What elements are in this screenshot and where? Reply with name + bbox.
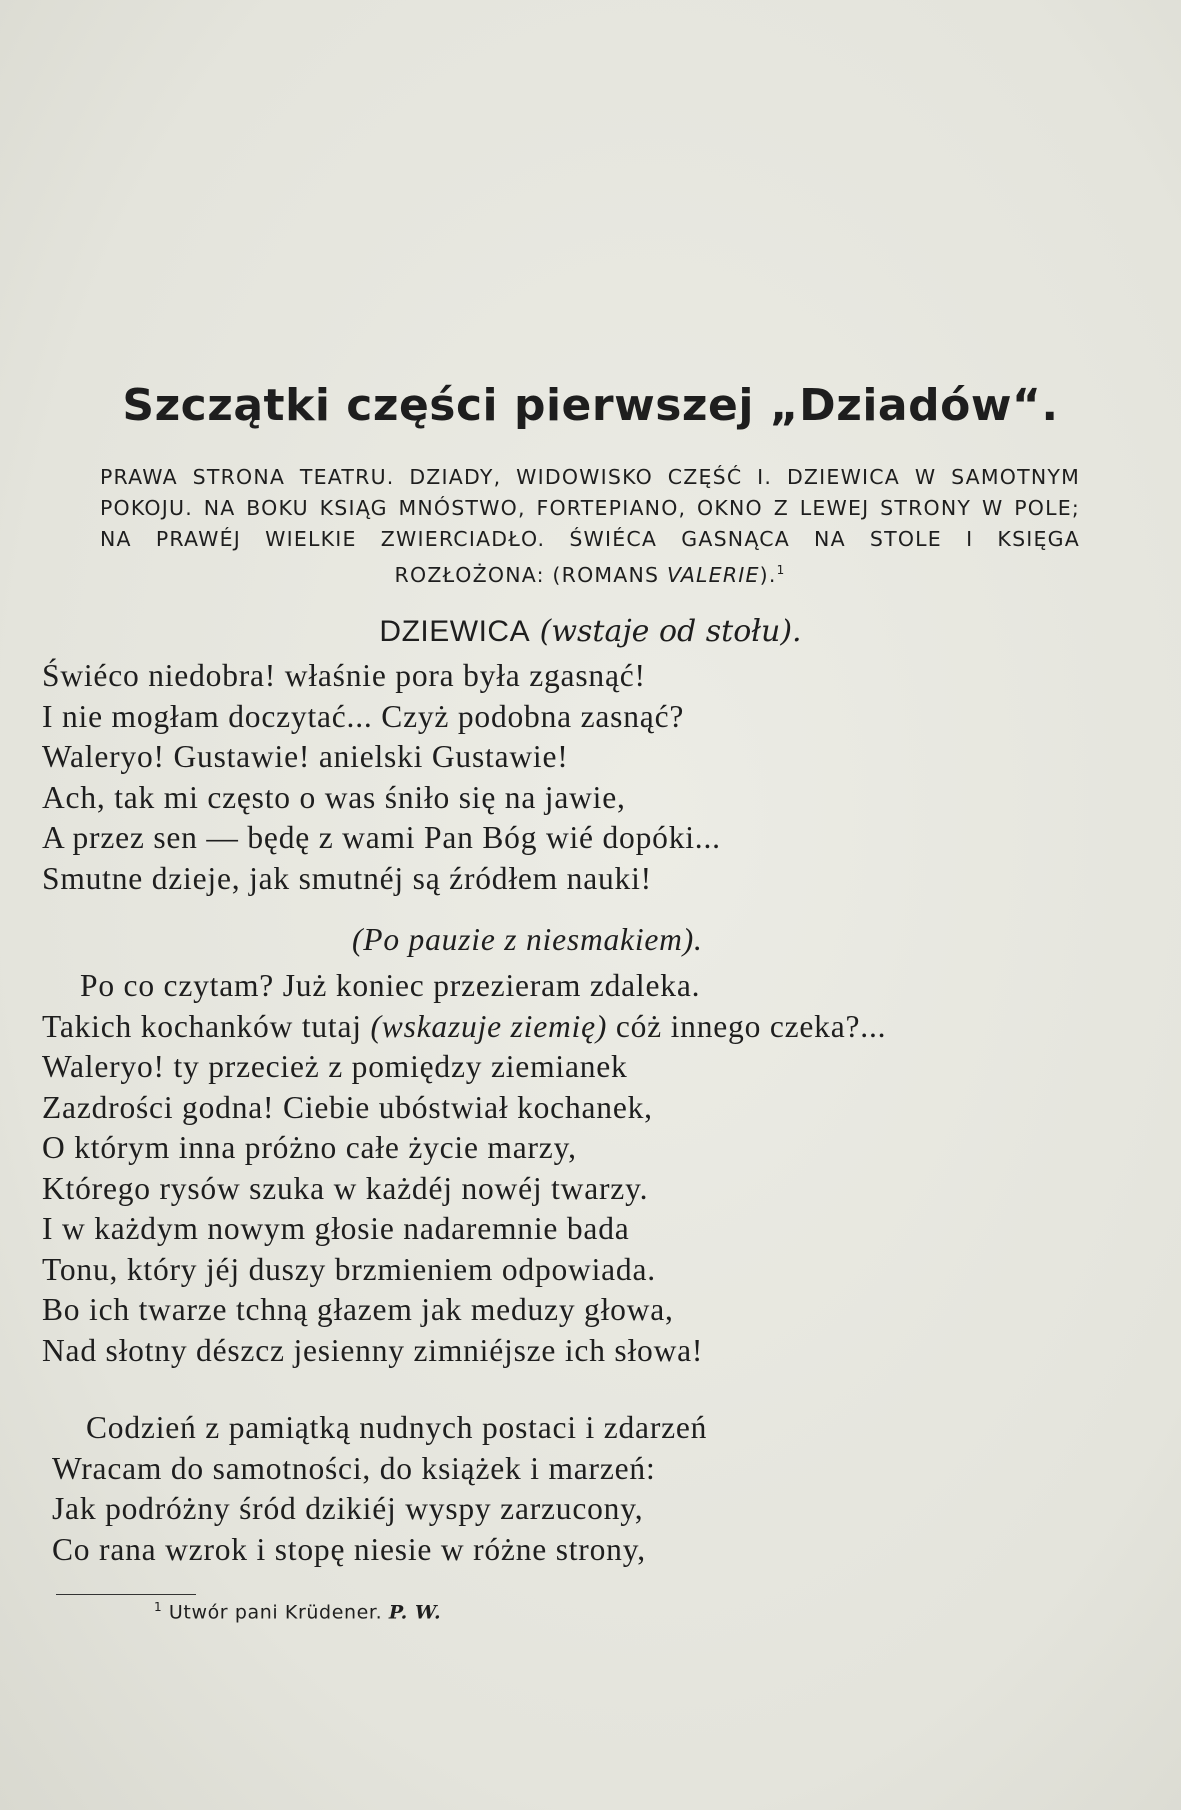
footnote-text: Utwór pani Krüdener. bbox=[168, 1601, 389, 1624]
pause-direction: (Po pauzie z niesmakiem). bbox=[352, 922, 703, 957]
verse-line-part: Takich kochanków tutaj bbox=[42, 1008, 371, 1044]
verse-line: Po co czytam? Już koniec przezieram zdaleka. bbox=[80, 968, 701, 1003]
verse-stanza-2 bbox=[42, 966, 886, 1371]
speaker-heading bbox=[0, 614, 1181, 649]
verse-line: Wracam do samotności, do książek i marzeń: bbox=[52, 1450, 656, 1486]
verse-line-with-direction bbox=[42, 1007, 886, 1048]
speaker-name: DZIEWICA bbox=[379, 615, 531, 648]
verse-line: Świéco niedobra! właśnie pora była zgasnąć! bbox=[42, 658, 646, 693]
verse-stanza-3 bbox=[52, 1408, 707, 1570]
inline-direction: (wskazuje ziemię) bbox=[370, 1008, 608, 1044]
stage-direction-close: ). bbox=[759, 562, 777, 587]
verse-line: Nad słotny dészcz jesienny zimniéjsze ich słowa! bbox=[42, 1332, 704, 1368]
speaker-direction: (wstaje od stołu). bbox=[539, 614, 802, 649]
verse-line: Zazdrości godna! Ciebie ubóstwiał kochanek, bbox=[42, 1089, 653, 1125]
verse-line: Waleryo! Gustawie! anielski Gustawie! bbox=[42, 739, 569, 774]
verse-line: Jak podróżny śród dzikiéj wyspy zarzucony, bbox=[52, 1491, 644, 1526]
stage-direction-text: PRAWA STRONA TEATRU. DZIADY, WIDOWISKO CZĘŚĆ I. DZIEWICA W SAMOTNYM POKOJU. NA BOKU KSIĄG MNÓSTWO, FORTEPIANO, OKNO Z LEWEJ STRONY W POLE; NA PRAWÉJ WIELKIE ZWIERCIADŁO. ŚWIÉCA GASNĄCA NA STOLE I KSIĘGA ROZŁOŻONA: (ROMANS bbox=[100, 465, 1080, 587]
verse-line: O którym inna próżno całe życie marzy, bbox=[42, 1130, 577, 1165]
stage-direction bbox=[100, 462, 1080, 591]
verse-line: Tonu, który jéj duszy brzmieniem odpowiada. bbox=[42, 1251, 656, 1287]
footnote bbox=[154, 1600, 441, 1623]
verse-line: Codzień z pamiątką nudnych postaci i zdarzeń bbox=[86, 1410, 708, 1445]
verse-line-part: cóż innego czeka?... bbox=[607, 1008, 887, 1044]
verse-line: Którego rysów szuka w każdéj nowéj twarzy. bbox=[42, 1170, 649, 1206]
stage-direction-italic: VALERIE bbox=[666, 562, 760, 587]
footnote-divider bbox=[56, 1594, 196, 1595]
page-title: Szczątki części pierwszej „Dziadów“. bbox=[122, 380, 1059, 431]
footnote-signature: P. W. bbox=[388, 1601, 442, 1624]
verse-line: Ach, tak mi często o was śniło się na jawie, bbox=[42, 779, 626, 815]
verse-stanza-1 bbox=[42, 656, 721, 899]
verse-line: Smutne dzieje, jak smutnéj są źródłem nauki! bbox=[42, 860, 652, 896]
footnote-mark: 1 bbox=[154, 1600, 163, 1614]
verse-line: Co rana wzrok i stopę niesie w różne strony, bbox=[52, 1531, 646, 1567]
verse-line: A przez sen — będę z wami Pan Bóg wié dopóki... bbox=[42, 820, 721, 855]
verse-line: Waleryo! ty przecież z pomiędzy ziemianek bbox=[42, 1049, 628, 1084]
footnote-reference: 1 bbox=[776, 563, 786, 577]
verse-line: I nie mogłam doczytać... Czyż podobna zasnąć? bbox=[42, 698, 685, 734]
verse-line: Bo ich twarze tchną głazem jak meduzy głowa, bbox=[42, 1292, 674, 1327]
verse-line: I w każdym nowym głosie nadaremnie bada bbox=[42, 1211, 630, 1246]
